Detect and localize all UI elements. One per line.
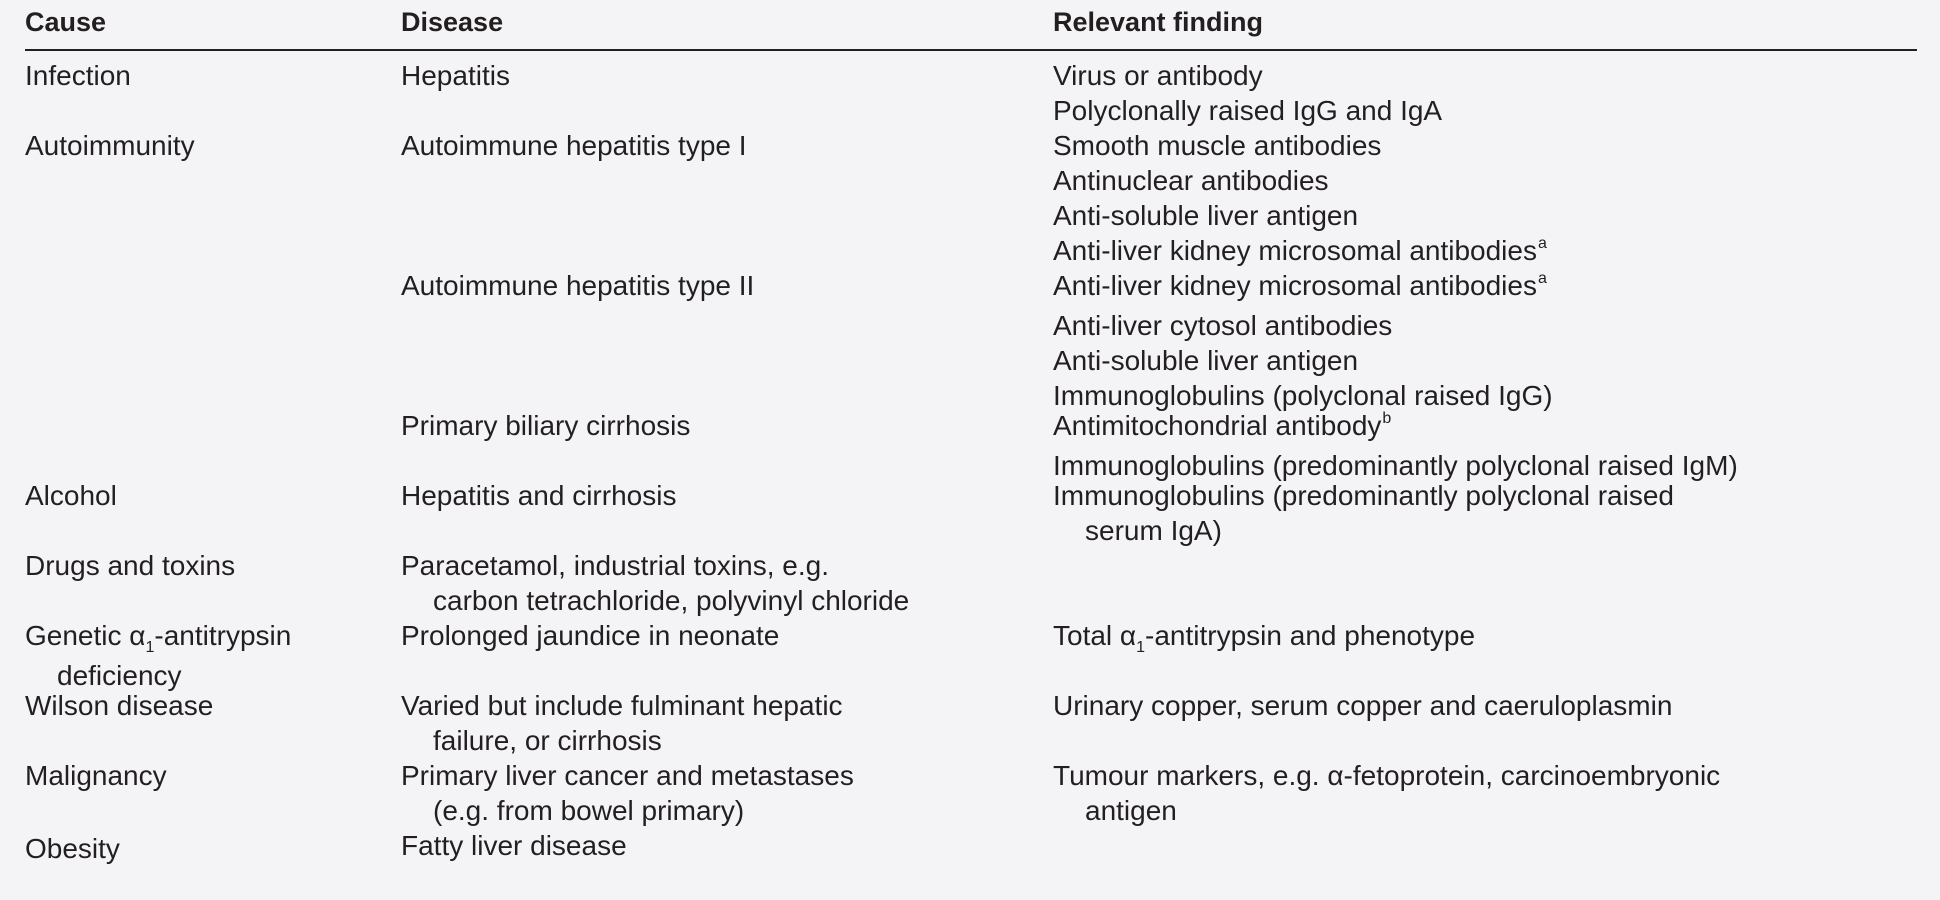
finding-cell: Urinary copper, serum copper and caeruloplasmin xyxy=(1053,690,1673,721)
finding-line: Smooth muscle antibodies xyxy=(1053,130,1382,161)
disease-cell: Prolonged jaundice in neonate xyxy=(401,620,780,651)
finding-cell xyxy=(1053,408,1933,483)
header-rule xyxy=(25,49,1917,51)
cause-cell: Obesity xyxy=(25,833,120,864)
disease-line: carbon tetrachloride, polyvinyl chloride xyxy=(433,585,910,616)
disease-line: failure, or cirrhosis xyxy=(433,725,662,756)
disease-line: Paracetamol, industrial toxins, e.g. xyxy=(401,550,829,581)
disease-cell: Primary biliary cirrhosis xyxy=(401,410,691,441)
disease-cell: Hepatitis xyxy=(401,60,510,91)
subscript: 1 xyxy=(1136,639,1146,656)
finding-line: Anti-soluble liver antigen xyxy=(1053,345,1359,376)
cause-line xyxy=(25,618,385,658)
finding-text: Total α xyxy=(1053,620,1137,651)
header-relevant-finding: Relevant finding xyxy=(1053,7,1264,37)
disease-line: Varied but include fulminant hepatic xyxy=(401,690,843,721)
finding-line: Anti-liver cytosol antibodies xyxy=(1053,310,1393,341)
disease-cell xyxy=(401,688,1041,758)
cause-cell: Drugs and toxins xyxy=(25,550,236,581)
finding-text: Antimitochondrial antibody xyxy=(1053,410,1382,441)
finding-cell xyxy=(1053,478,1933,548)
finding-line: Anti-soluble liver antigen xyxy=(1053,200,1359,231)
cause-cell xyxy=(25,618,385,693)
footnote-marker: a xyxy=(1537,235,1547,252)
disease-cell xyxy=(401,548,1041,618)
finding-cell xyxy=(1053,618,1933,658)
footnote-marker: b xyxy=(1382,410,1392,427)
footnote-marker: a xyxy=(1537,270,1547,287)
finding-line: Polyclonally raised IgG and IgA xyxy=(1053,95,1443,126)
finding-text: Anti-liver kidney microsomal antibodies xyxy=(1053,270,1537,301)
cause-text: -antitrypsin xyxy=(154,620,292,651)
finding-text: -antitrypsin and phenotype xyxy=(1145,620,1476,651)
disease-cell: Autoimmune hepatitis type II xyxy=(401,270,755,301)
finding-line xyxy=(1053,233,1933,273)
finding-cell xyxy=(1053,128,1933,273)
finding-line: Antinuclear antibodies xyxy=(1053,165,1329,196)
header-cause: Cause xyxy=(25,7,107,37)
cause-cell: Autoimmunity xyxy=(25,130,195,161)
finding-line: Immunoglobulins (polyclonal raised IgG) xyxy=(1053,380,1553,411)
finding-line: serum IgA) xyxy=(1085,515,1222,546)
finding-cell xyxy=(1053,58,1933,128)
disease-line: (e.g. from bowel primary) xyxy=(433,795,745,826)
disease-cell: Fatty liver disease xyxy=(401,830,627,861)
disease-cell: Autoimmune hepatitis type I xyxy=(401,130,747,161)
cause-cell: Wilson disease xyxy=(25,690,214,721)
cause-cell: Infection xyxy=(25,60,131,91)
finding-line xyxy=(1053,268,1933,308)
disease-line: Primary liver cancer and metastases xyxy=(401,760,854,791)
finding-line xyxy=(1053,408,1933,448)
disease-cell xyxy=(401,758,1041,828)
cause-cell: Malignancy xyxy=(25,760,167,791)
finding-cell xyxy=(1053,268,1933,413)
cause-cell: Alcohol xyxy=(25,480,117,511)
finding-cell xyxy=(1053,758,1933,828)
header-disease: Disease xyxy=(401,7,504,37)
cause-text: Genetic α xyxy=(25,620,146,651)
cause-line: deficiency xyxy=(57,660,182,691)
finding-line: Immunoglobulins (predominantly polyclonal raised IgM) xyxy=(1053,450,1738,481)
subscript: 1 xyxy=(145,639,155,656)
finding-text: Anti-liver kidney microsomal antibodies xyxy=(1053,235,1537,266)
finding-line: Immunoglobulins (predominantly polyclonal raised xyxy=(1053,480,1674,511)
disease-cell: Hepatitis and cirrhosis xyxy=(401,480,677,511)
finding-line: Tumour markers, e.g. α-fetoprotein, carcinoembryonic xyxy=(1053,760,1721,791)
finding-line: antigen xyxy=(1085,795,1177,826)
finding-line: Virus or antibody xyxy=(1053,60,1263,91)
